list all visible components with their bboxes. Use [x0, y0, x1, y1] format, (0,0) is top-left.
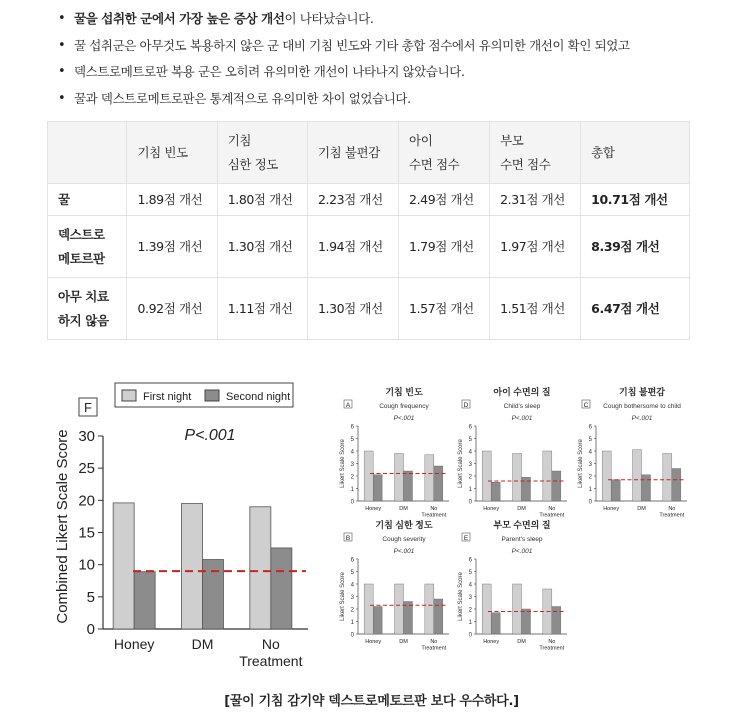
- score-cell: 1.89점 개선: [127, 184, 217, 216]
- table-row: [48, 216, 690, 278]
- sub-y-tick-label: 0: [350, 632, 354, 639]
- y-axis-label: Combined Likert Scale Score: [54, 429, 71, 624]
- sub-y-tick-label: 0: [588, 499, 592, 506]
- sub-y-tick-label: 2: [468, 474, 472, 481]
- summary-item: [58, 59, 718, 86]
- sub-panel-letter: B: [345, 535, 351, 542]
- sub-p-value: P<.001: [393, 548, 415, 555]
- combined-score-chart: [50, 380, 325, 680]
- score-cell: 1.79점 개선: [399, 216, 490, 278]
- summary-text: 이 나타났습니다.: [284, 11, 374, 26]
- sub-x-category-label: No: [430, 639, 438, 645]
- bar-first-night: [182, 504, 203, 629]
- sub-panel-letter: D: [463, 402, 469, 409]
- sub-y-tick-label: 5: [350, 437, 354, 443]
- sub-y-tick-label: 3: [468, 595, 472, 601]
- sub-y-tick-label: 4: [350, 582, 354, 589]
- sub-bar-first-night: [633, 450, 642, 501]
- row-group-name: 꿀: [48, 184, 127, 216]
- sub-y-tick-label: 6: [468, 424, 472, 431]
- sub-x-category-label: Treatment: [421, 645, 447, 652]
- score-cell: 1.11점 개선: [217, 278, 307, 340]
- sub-p-value: P<.001: [631, 415, 653, 422]
- sub-y-axis-label: Likert Scale Score: [340, 439, 346, 488]
- sub-x-category-label: DM: [399, 639, 408, 645]
- sub-chart-B: [340, 519, 449, 652]
- sub-bar-second-night: [404, 602, 413, 635]
- sub-bar-first-night: [425, 584, 434, 634]
- sub-x-category-label: No: [668, 506, 676, 512]
- sub-chart-title: 기침 심한 정도: [375, 520, 433, 530]
- x-category-label: DM: [191, 636, 214, 652]
- x-category-label: Treatment: [239, 653, 303, 669]
- sub-bar-first-night: [364, 584, 373, 634]
- sub-chart-subtitle: Parent's sleep: [501, 536, 543, 543]
- sub-bar-first-night: [425, 455, 434, 501]
- bar-second-night: [203, 560, 224, 629]
- y-tick-label: 30: [78, 428, 95, 445]
- bar-second-night: [134, 572, 155, 629]
- sub-x-category-label: Honey: [483, 639, 500, 645]
- summary-text: 꿀과 덱스트로메트로판은 통계적으로 유의미한 차이 없었습니다.: [74, 90, 411, 106]
- summary-highlight: 꿀을 섭취한 군에서 가장 높은 증상 개선: [74, 11, 285, 26]
- sub-bar-first-night: [395, 584, 404, 634]
- score-cell: 0.92점 개선: [127, 278, 217, 340]
- sub-y-tick-label: 4: [588, 449, 592, 456]
- score-cell: 1.97점 개선: [490, 216, 581, 278]
- table-header-cell: 기침 심한 정도: [217, 122, 307, 184]
- sub-x-category-label: No: [430, 506, 438, 512]
- score-cell: 2.23점 개선: [307, 184, 398, 216]
- table-body: [48, 184, 690, 340]
- sub-x-category-label: DM: [399, 506, 408, 512]
- sub-y-tick-label: 1: [350, 487, 354, 493]
- table-header-cell: 기침 불편감: [307, 122, 398, 184]
- sub-p-value: P<.001: [511, 548, 533, 555]
- sub-bar-second-night: [552, 607, 561, 635]
- bar-first-night: [113, 503, 134, 629]
- sub-chart-subtitle: Cough bothersome to child: [603, 403, 681, 410]
- table-row: [48, 184, 690, 216]
- sub-bar-first-night: [513, 584, 522, 634]
- score-cell: 1.30점 개선: [307, 278, 398, 340]
- sub-bar-second-night: [611, 480, 620, 501]
- sub-chart-C: [578, 386, 687, 519]
- sub-x-category-label: Honey: [365, 639, 382, 645]
- sub-y-tick-label: 5: [588, 437, 592, 443]
- sub-y-tick-label: 1: [468, 620, 472, 626]
- sub-chart-subtitle: Cough frequency: [379, 403, 429, 410]
- sub-bar-first-night: [602, 451, 611, 501]
- sub-x-category-label: No: [548, 639, 556, 645]
- sub-bar-second-night: [404, 471, 413, 501]
- sub-chart-title: 아이 수면의 질: [493, 387, 551, 397]
- sub-bar-second-night: [434, 599, 443, 634]
- row-group-name: 덱스트로 메토르판: [48, 216, 127, 278]
- sub-x-category-label: Honey: [483, 506, 500, 512]
- sub-y-tick-label: 5: [468, 570, 472, 576]
- sub-x-category-label: DM: [517, 639, 526, 645]
- x-category-label: Honey: [113, 636, 155, 652]
- sub-y-tick-label: 6: [350, 424, 354, 431]
- y-tick-label: 25: [78, 460, 95, 478]
- total-cell: 10.71점 개선: [581, 184, 690, 216]
- y-tick-label: 20: [78, 492, 95, 510]
- sub-y-tick-label: 1: [468, 487, 472, 493]
- sub-x-category-label: Treatment: [539, 645, 565, 652]
- summary-list: [58, 6, 718, 112]
- summary-item: [58, 6, 718, 33]
- sub-panel-letter: E: [463, 535, 469, 542]
- sub-y-tick-label: 2: [350, 474, 354, 481]
- sub-y-tick-label: 4: [468, 582, 472, 589]
- sub-x-category-label: DM: [517, 506, 526, 512]
- sub-y-tick-label: 3: [468, 462, 472, 468]
- bar-first-night: [250, 507, 271, 629]
- sub-chart-E: [458, 519, 567, 652]
- sub-y-tick-label: 2: [468, 607, 472, 614]
- sub-x-category-label: Treatment: [421, 512, 447, 519]
- sub-bar-second-night: [522, 609, 531, 634]
- sub-chart-title: 부모 수면의 질: [493, 520, 551, 530]
- sub-bar-first-night: [663, 454, 672, 502]
- sub-chart-A: [340, 386, 449, 519]
- sub-x-category-label: Honey: [365, 506, 382, 512]
- table-header-cell: 부모 수면 점수: [490, 122, 581, 184]
- sub-chart-title: 기침 빈도: [385, 387, 423, 397]
- summary-text: 꿀 섭취군은 아무것도 복용하지 않은 군 대비 기침 빈도와 기타 총합 점수에서 유의미한 개선이 확인 되었고: [74, 37, 630, 53]
- sub-y-tick-label: 3: [350, 462, 354, 468]
- legend-swatch-first: [122, 390, 136, 401]
- sub-y-tick-label: 4: [350, 449, 354, 456]
- score-cell: 1.94점 개선: [307, 216, 398, 278]
- sub-y-tick-label: 5: [468, 437, 472, 443]
- legend-label-second: Second night: [226, 391, 291, 403]
- sub-p-value: P<.001: [511, 415, 533, 422]
- sub-y-tick-label: 6: [588, 424, 592, 431]
- summary-item: [58, 86, 718, 113]
- panel-letter: F: [84, 400, 92, 415]
- y-tick-label: 15: [78, 524, 95, 542]
- sub-bar-second-night: [491, 613, 500, 634]
- sub-bar-first-night: [543, 451, 552, 501]
- sub-y-tick-label: 6: [350, 557, 354, 564]
- sub-panel-letter: C: [583, 402, 589, 409]
- sub-chart-title: 기침 불편감: [619, 387, 665, 397]
- y-tick-label: 0: [86, 621, 95, 638]
- x-category-label: No: [261, 636, 280, 652]
- bar-second-night: [271, 548, 292, 629]
- sub-bar-first-night: [364, 451, 373, 501]
- sub-y-tick-label: 3: [588, 462, 592, 468]
- score-cell: 1.80점 개선: [217, 184, 307, 216]
- sub-bar-first-night: [395, 454, 404, 502]
- sub-y-axis-label: Likert Scale Score: [578, 439, 584, 488]
- y-tick-label: 5: [86, 588, 95, 606]
- row-group-name: 아무 치료 하지 않음: [48, 278, 127, 340]
- legend-swatch-second: [205, 390, 219, 401]
- score-cell: 2.49점 개선: [399, 184, 490, 216]
- summary-item: [58, 33, 718, 60]
- sub-x-category-label: Treatment: [659, 512, 685, 519]
- sub-score-charts: [336, 380, 690, 680]
- sub-bar-second-night: [434, 466, 443, 501]
- sub-y-tick-label: 6: [468, 557, 472, 564]
- score-cell: 1.39점 개선: [127, 216, 217, 278]
- sub-y-tick-label: 4: [468, 449, 472, 456]
- total-cell: 8.39점 개선: [581, 216, 690, 278]
- sub-y-tick-label: 5: [350, 570, 354, 576]
- sub-x-category-label: Honey: [603, 506, 620, 512]
- score-cell: 1.51점 개선: [490, 278, 581, 340]
- score-cell: 1.30점 개선: [217, 216, 307, 278]
- total-cell: 6.47점 개선: [581, 278, 690, 340]
- sub-y-axis-label: Likert Scale Score: [458, 572, 464, 621]
- sub-x-category-label: No: [548, 506, 556, 512]
- sub-panel-letter: A: [345, 402, 351, 409]
- sub-y-axis-label: Likert Scale Score: [458, 439, 464, 488]
- sub-y-axis-label: Likert Scale Score: [340, 572, 346, 621]
- legend-label-first: First night: [143, 391, 192, 403]
- table-header-cell: 기침 빈도: [127, 122, 217, 184]
- sub-bar-second-night: [552, 471, 561, 501]
- sub-y-tick-label: 1: [350, 620, 354, 626]
- sub-bar-second-night: [672, 469, 681, 502]
- sub-y-tick-label: 0: [468, 632, 472, 639]
- score-cell: 1.57점 개선: [399, 278, 490, 340]
- sub-bar-second-night: [642, 475, 651, 501]
- sub-bar-second-night: [491, 482, 500, 501]
- summary-text: 덱스트로메트로판 복용 군은 오히려 유의미한 개선이 나타나지 않았습니다.: [74, 64, 465, 79]
- sub-bar-first-night: [482, 584, 491, 634]
- p-value: P<.001: [184, 427, 236, 444]
- sub-chart-subtitle: Cough severity: [382, 536, 426, 543]
- table-row: [48, 278, 690, 340]
- sub-chart-D: [458, 386, 567, 519]
- sub-y-tick-label: 3: [350, 595, 354, 601]
- table-header-cell: [48, 122, 127, 184]
- sub-y-tick-label: 2: [350, 607, 354, 614]
- sub-chart-subtitle: Child's sleep: [503, 403, 541, 410]
- score-cell: 2.31점 개선: [490, 184, 581, 216]
- sub-y-tick-label: 0: [350, 499, 354, 506]
- sub-p-value: P<.001: [393, 415, 415, 422]
- results-table: [47, 121, 690, 340]
- table-header-row: [48, 122, 690, 184]
- table-header-cell: 아이 수면 점수: [399, 122, 490, 184]
- y-tick-label: 10: [78, 556, 95, 574]
- figure-caption: [꿀이 기침 감기약 덱스트로메토르판 보다 우수하다.]: [224, 694, 519, 709]
- sub-x-category-label: DM: [637, 506, 646, 512]
- sub-x-category-label: Treatment: [539, 512, 565, 519]
- table-header-cell: 총합: [581, 122, 690, 184]
- sub-bar-first-night: [513, 454, 522, 502]
- sub-y-tick-label: 2: [588, 474, 592, 481]
- sub-y-tick-label: 1: [588, 487, 592, 493]
- sub-bar-second-night: [373, 475, 382, 501]
- sub-bar-first-night: [482, 451, 491, 501]
- sub-bar-second-night: [373, 607, 382, 635]
- sub-y-tick-label: 0: [468, 499, 472, 506]
